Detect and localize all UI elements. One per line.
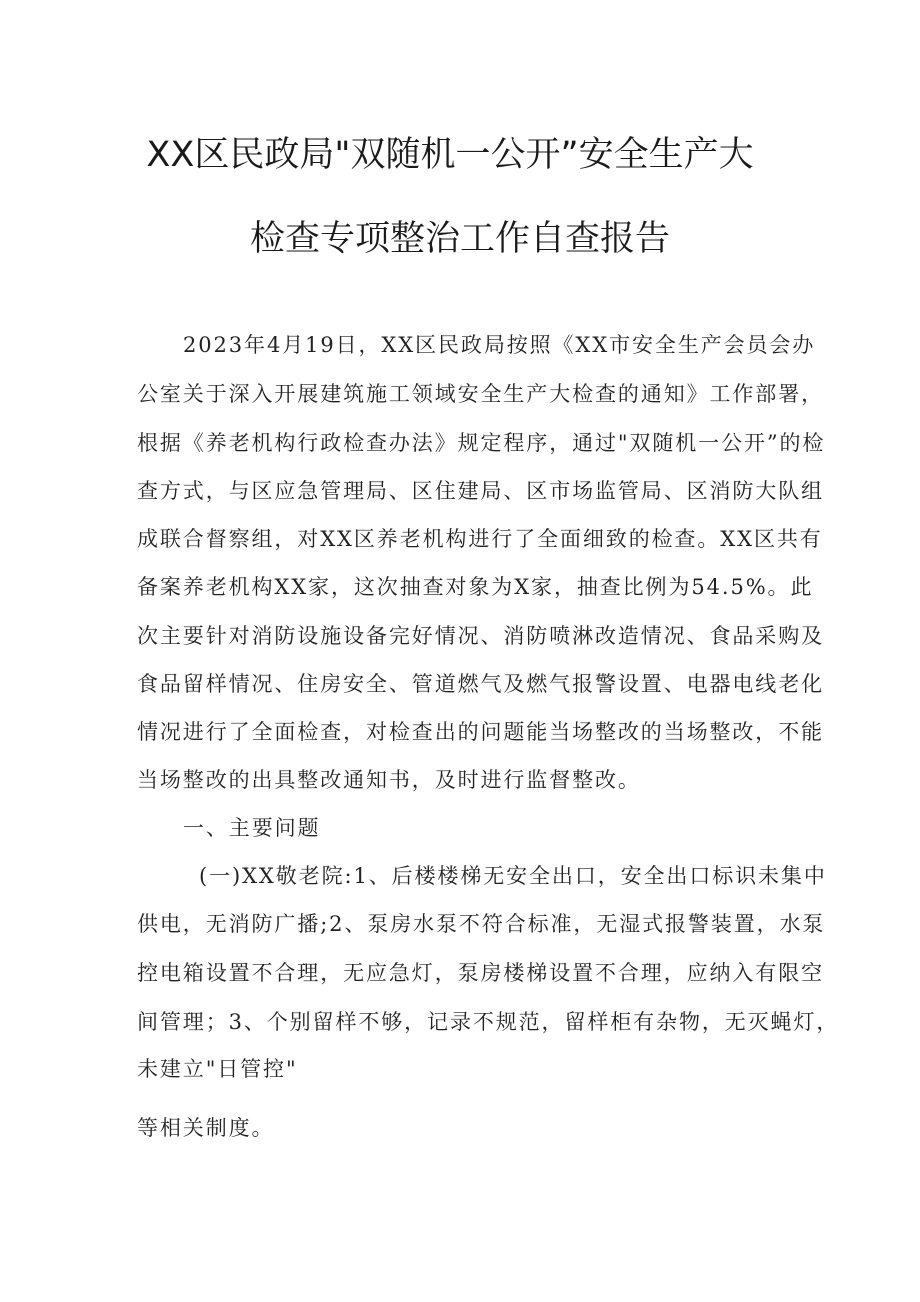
paragraph-line: 根据《养老机构行政检查办法》规定程序，通过"双随机一公开”的检 — [137, 431, 826, 455]
paragraph-line: 次主要针对消防设施设备完好情况、消防喷淋改造情况、食品采购及 — [137, 624, 824, 648]
paragraph-line: 备案养老机构XX家，这次抽查对象为X家，抽查比例为54.5%。此 — [137, 575, 814, 599]
trailing-line: 等相关制度。 — [137, 1116, 275, 1140]
issue-line: 未建立"日管控" — [137, 1057, 298, 1081]
issue-line: 间管理；3、个别留样不够，记录不规范，留样柜有杂物，无灭蝇灯， — [137, 1010, 840, 1034]
issue-line: (一)XX敬老院:1、后楼楼梯无安全出口，安全出口标识未集中 — [199, 864, 827, 888]
paragraph-line: 查方式，与区应急管理局、区住建局、区市场监管局、区消防大队组 — [137, 479, 824, 503]
paragraph-line: 2023年4月19日，XX区民政局按照《XX市安全生产会员会办 — [183, 333, 816, 357]
issue-line: 供电，无消防广播;2、泵房水泵不符合标准，无湿式报警装置，水泵 — [137, 912, 826, 936]
paragraph-line: 当场整改的出具整改通知书，及时进行监督整改。 — [137, 768, 641, 792]
paragraph-line: 成联合督察组，对XX区养老机构进行了全面细致的检查。XX区共有 — [137, 527, 823, 551]
paragraph-line: 食品留样情况、住房安全、管道燃气及燃气报警设置、电器电线老化 — [137, 672, 824, 696]
document-title-line-2: 检查专项整治工作自查报告 — [249, 219, 670, 259]
issue-line: 控电箱设置不合理，无应急灯，泵房楼梯设置不合理，应纳入有限空 — [137, 961, 824, 985]
section-heading-main-problems: 一、主要问题 — [183, 816, 321, 840]
document-title-line-1: XX区民政局"双随机一公开”安全生产大 — [146, 135, 754, 175]
paragraph-line: 公室关于深入开展建筑施工领域安全生产大检查的通知》工作部署， — [137, 382, 824, 406]
paragraph-line: 情况进行了全面检查，对检查出的问题能当场整改的当场整改，不能 — [137, 720, 824, 744]
